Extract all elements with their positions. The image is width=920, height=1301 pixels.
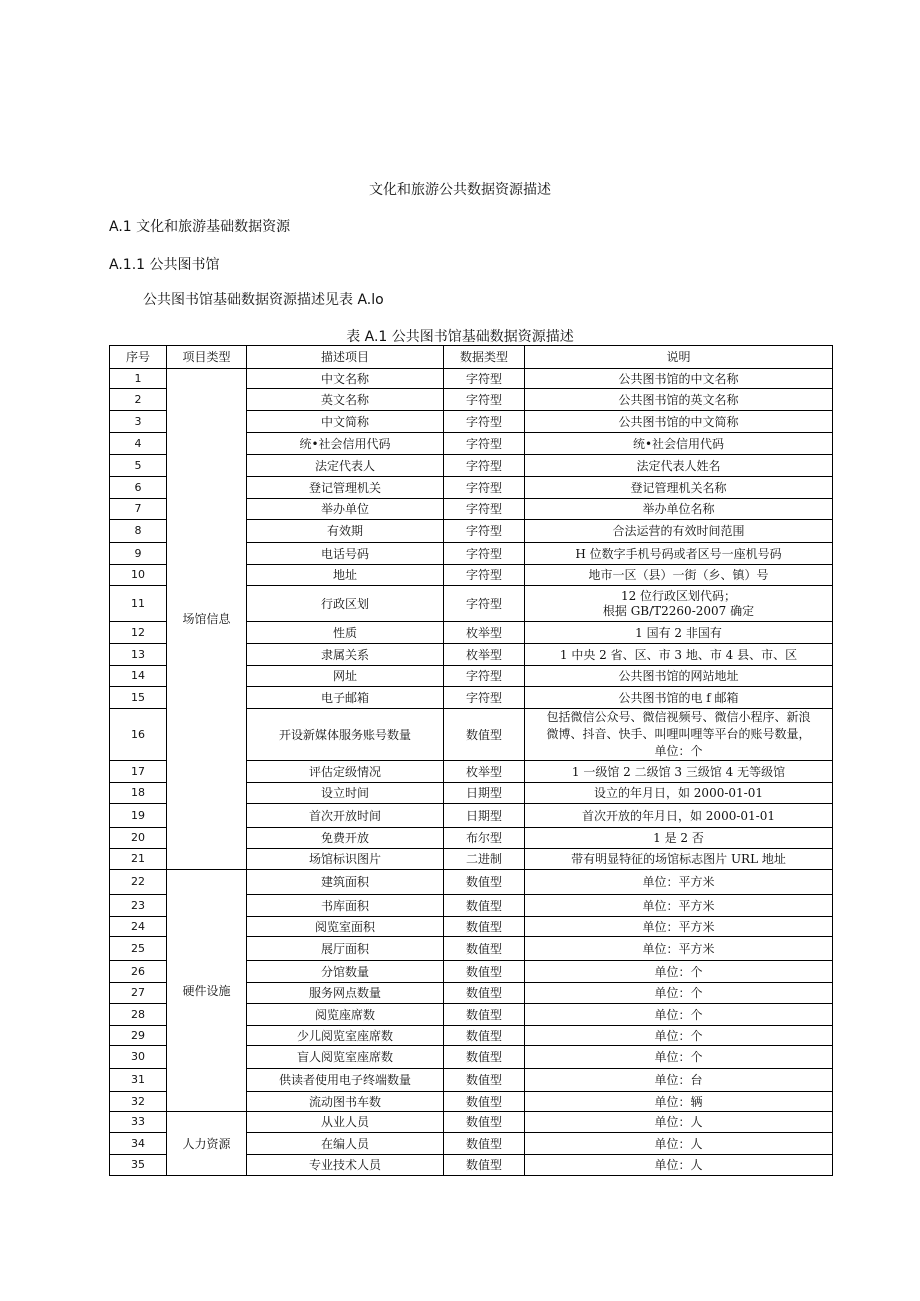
description-cell: 1 中央 2 省、区、市 3 地、市 4 县、市、区 — [525, 644, 833, 666]
document-title: 文化和旅游公共数据资源描述 — [369, 182, 551, 198]
header-index: 序号 — [110, 346, 167, 369]
row-index-cell: 3 — [110, 411, 167, 433]
item-name-cell: 英文名称 — [247, 389, 444, 411]
intro-paragraph: 公共图书馆基础数据资源描述见表 A.lo — [143, 292, 384, 308]
description-cell: 登记管理机关名称 — [525, 477, 833, 499]
data-type-cell: 数值型 — [444, 1046, 525, 1069]
row-index-cell: 6 — [110, 477, 167, 499]
description-cell: 设立的年月日，如 2000-01-01 — [525, 783, 833, 804]
description-cell: 单位：平方米 — [525, 917, 833, 937]
row-index-cell: 29 — [110, 1026, 167, 1046]
item-name-cell: 阅览座席数 — [247, 1004, 444, 1026]
item-name-cell: 开设新媒体服务账号数量 — [247, 709, 444, 761]
data-type-cell: 数值型 — [444, 870, 525, 895]
row-index-cell: 5 — [110, 455, 167, 477]
data-type-cell: 字符型 — [444, 477, 525, 499]
header-note: 说明 — [525, 346, 833, 369]
item-name-cell: 行政区划 — [247, 586, 444, 622]
row-index-cell: 2 — [110, 389, 167, 411]
item-name-cell: 地址 — [247, 565, 444, 586]
data-type-cell: 数值型 — [444, 917, 525, 937]
row-index-cell: 27 — [110, 983, 167, 1004]
data-type-cell: 数值型 — [444, 1004, 525, 1026]
item-name-cell: 书库面积 — [247, 895, 444, 917]
item-name-cell: 在编人员 — [247, 1133, 444, 1155]
row-index-cell: 20 — [110, 828, 167, 849]
data-type-cell: 数值型 — [444, 961, 525, 983]
description-cell: 首次开放的年月日，如 2000-01-01 — [525, 804, 833, 828]
description-cell: 单位：个 — [525, 1026, 833, 1046]
data-type-cell: 数值型 — [444, 895, 525, 917]
data-type-cell: 字符型 — [444, 565, 525, 586]
row-index-cell: 25 — [110, 937, 167, 961]
data-type-cell: 数值型 — [444, 1026, 525, 1046]
description-cell: 包括微信公众号、微信视频号、微信小程序、新浪 微博、抖音、快手、叫哩叫哩等平台的账号数量， 单位：个 — [525, 709, 833, 761]
table-row — [110, 369, 833, 389]
row-index-cell: 35 — [110, 1155, 167, 1176]
description-cell: 单位：台 — [525, 1069, 833, 1092]
description-cell: 1 国有 2 非国有 — [525, 622, 833, 644]
item-name-cell: 网址 — [247, 666, 444, 687]
category-cell: 场馆信息 — [167, 369, 247, 870]
data-type-cell: 日期型 — [444, 804, 525, 828]
description-cell: H 位数字手机号码或者区号一座机号码 — [525, 543, 833, 565]
table-header-row — [110, 346, 833, 369]
data-type-cell: 数值型 — [444, 1133, 525, 1155]
data-type-cell: 字符型 — [444, 543, 525, 565]
description-cell: 合法运营的有效时间范围 — [525, 520, 833, 543]
category-cell: 硬件设施 — [167, 870, 247, 1112]
data-type-cell: 字符型 — [444, 586, 525, 622]
resource-table — [109, 345, 833, 1176]
item-name-cell: 流动图书车数 — [247, 1092, 444, 1112]
description-cell: 公共图书馆的中文名称 — [525, 369, 833, 389]
item-name-cell: 登记管理机关 — [247, 477, 444, 499]
item-name-cell: 电话号码 — [247, 543, 444, 565]
item-name-cell: 性质 — [247, 622, 444, 644]
description-cell: 单位：人 — [525, 1155, 833, 1176]
data-type-cell: 数值型 — [444, 1112, 525, 1133]
row-index-cell: 33 — [110, 1112, 167, 1133]
description-cell: 12 位行政区划代码； 根据 GB/T2260-2007 确定 — [525, 586, 833, 622]
data-type-cell: 二进制 — [444, 849, 525, 870]
data-type-cell: 枚举型 — [444, 761, 525, 783]
row-index-cell: 14 — [110, 666, 167, 687]
section-heading-a11: A.1.1 公共图书馆 — [109, 257, 220, 273]
data-type-cell: 数值型 — [444, 937, 525, 961]
row-index-cell: 10 — [110, 565, 167, 586]
data-type-cell: 数值型 — [444, 1092, 525, 1112]
description-cell: 地市一区（县）一街（乡、镇）号 — [525, 565, 833, 586]
row-index-cell: 19 — [110, 804, 167, 828]
row-index-cell: 4 — [110, 433, 167, 455]
row-index-cell: 30 — [110, 1046, 167, 1069]
section-heading-a1: A.1 文化和旅游基础数据资源 — [109, 219, 291, 235]
item-name-cell: 供读者使用电子终端数量 — [247, 1069, 444, 1092]
item-name-cell: 展厅面积 — [247, 937, 444, 961]
item-name-cell: 从业人员 — [247, 1112, 444, 1133]
description-cell: 统•社会信用代码 — [525, 433, 833, 455]
row-index-cell: 15 — [110, 687, 167, 709]
row-index-cell: 26 — [110, 961, 167, 983]
row-index-cell: 24 — [110, 917, 167, 937]
table-row — [110, 870, 833, 895]
description-cell: 单位：平方米 — [525, 895, 833, 917]
item-name-cell: 法定代表人 — [247, 455, 444, 477]
item-name-cell: 少儿阅览室座席数 — [247, 1026, 444, 1046]
item-name-cell: 分馆数量 — [247, 961, 444, 983]
description-cell: 1 是 2 否 — [525, 828, 833, 849]
description-cell: 带有明显特征的场馆标志图片 URL 地址 — [525, 849, 833, 870]
description-cell: 单位：个 — [525, 961, 833, 983]
description-cell: 公共图书馆的网站地址 — [525, 666, 833, 687]
data-type-cell: 字符型 — [444, 455, 525, 477]
item-name-cell: 盲人阅览室座席数 — [247, 1046, 444, 1069]
row-index-cell: 11 — [110, 586, 167, 622]
description-cell: 1 一级馆 2 二级馆 3 三级馆 4 无等级馆 — [525, 761, 833, 783]
description-cell: 单位：辆 — [525, 1092, 833, 1112]
description-cell: 举办单位名称 — [525, 499, 833, 520]
row-index-cell: 16 — [110, 709, 167, 761]
category-cell: 人力资源 — [167, 1112, 247, 1176]
row-index-cell: 22 — [110, 870, 167, 895]
data-type-cell: 枚举型 — [444, 644, 525, 666]
header-item: 描述项目 — [247, 346, 444, 369]
header-type: 数据类型 — [444, 346, 525, 369]
row-index-cell: 12 — [110, 622, 167, 644]
data-type-cell: 日期型 — [444, 783, 525, 804]
data-type-cell: 字符型 — [444, 687, 525, 709]
description-cell: 公共图书馆的中文简称 — [525, 411, 833, 433]
table-row — [110, 1112, 833, 1133]
row-index-cell: 8 — [110, 520, 167, 543]
header-category: 项目类型 — [167, 346, 247, 369]
description-cell: 单位：个 — [525, 1004, 833, 1026]
item-name-cell: 阅览室面积 — [247, 917, 444, 937]
row-index-cell: 32 — [110, 1092, 167, 1112]
row-index-cell: 17 — [110, 761, 167, 783]
data-type-cell: 数值型 — [444, 1155, 525, 1176]
data-type-cell: 数值型 — [444, 709, 525, 761]
item-name-cell: 统•社会信用代码 — [247, 433, 444, 455]
item-name-cell: 首次开放时间 — [247, 804, 444, 828]
row-index-cell: 13 — [110, 644, 167, 666]
item-name-cell: 中文简称 — [247, 411, 444, 433]
item-name-cell: 举办单位 — [247, 499, 444, 520]
table-caption: 表 A.1 公共图书馆基础数据资源描述 — [346, 329, 574, 345]
row-index-cell: 1 — [110, 369, 167, 389]
data-type-cell: 字符型 — [444, 433, 525, 455]
data-type-cell: 布尔型 — [444, 828, 525, 849]
item-name-cell: 电子邮箱 — [247, 687, 444, 709]
description-cell: 公共图书馆的电 f 邮箱 — [525, 687, 833, 709]
data-type-cell: 数值型 — [444, 1069, 525, 1092]
item-name-cell: 有效期 — [247, 520, 444, 543]
data-type-cell: 数值型 — [444, 983, 525, 1004]
data-type-cell: 字符型 — [444, 389, 525, 411]
row-index-cell: 21 — [110, 849, 167, 870]
item-name-cell: 中文名称 — [247, 369, 444, 389]
row-index-cell: 18 — [110, 783, 167, 804]
row-index-cell: 34 — [110, 1133, 167, 1155]
item-name-cell: 设立时间 — [247, 783, 444, 804]
description-cell: 单位：平方米 — [525, 937, 833, 961]
row-index-cell: 9 — [110, 543, 167, 565]
description-cell: 公共图书馆的英文名称 — [525, 389, 833, 411]
item-name-cell: 场馆标识图片 — [247, 849, 444, 870]
row-index-cell: 23 — [110, 895, 167, 917]
data-type-cell: 字符型 — [444, 499, 525, 520]
description-cell: 单位：人 — [525, 1112, 833, 1133]
data-type-cell: 字符型 — [444, 666, 525, 687]
data-type-cell: 字符型 — [444, 411, 525, 433]
description-cell: 单位：人 — [525, 1133, 833, 1155]
item-name-cell: 隶属关系 — [247, 644, 444, 666]
data-type-cell: 枚举型 — [444, 622, 525, 644]
description-cell: 法定代表人姓名 — [525, 455, 833, 477]
description-cell: 单位：平方米 — [525, 870, 833, 895]
row-index-cell: 31 — [110, 1069, 167, 1092]
item-name-cell: 评估定级情况 — [247, 761, 444, 783]
item-name-cell: 免费开放 — [247, 828, 444, 849]
data-type-cell: 字符型 — [444, 520, 525, 543]
row-index-cell: 28 — [110, 1004, 167, 1026]
item-name-cell: 专业技术人员 — [247, 1155, 444, 1176]
row-index-cell: 7 — [110, 499, 167, 520]
data-type-cell: 字符型 — [444, 369, 525, 389]
description-cell: 单位：个 — [525, 983, 833, 1004]
item-name-cell: 服务网点数量 — [247, 983, 444, 1004]
description-cell: 单位：个 — [525, 1046, 833, 1069]
item-name-cell: 建筑面积 — [247, 870, 444, 895]
